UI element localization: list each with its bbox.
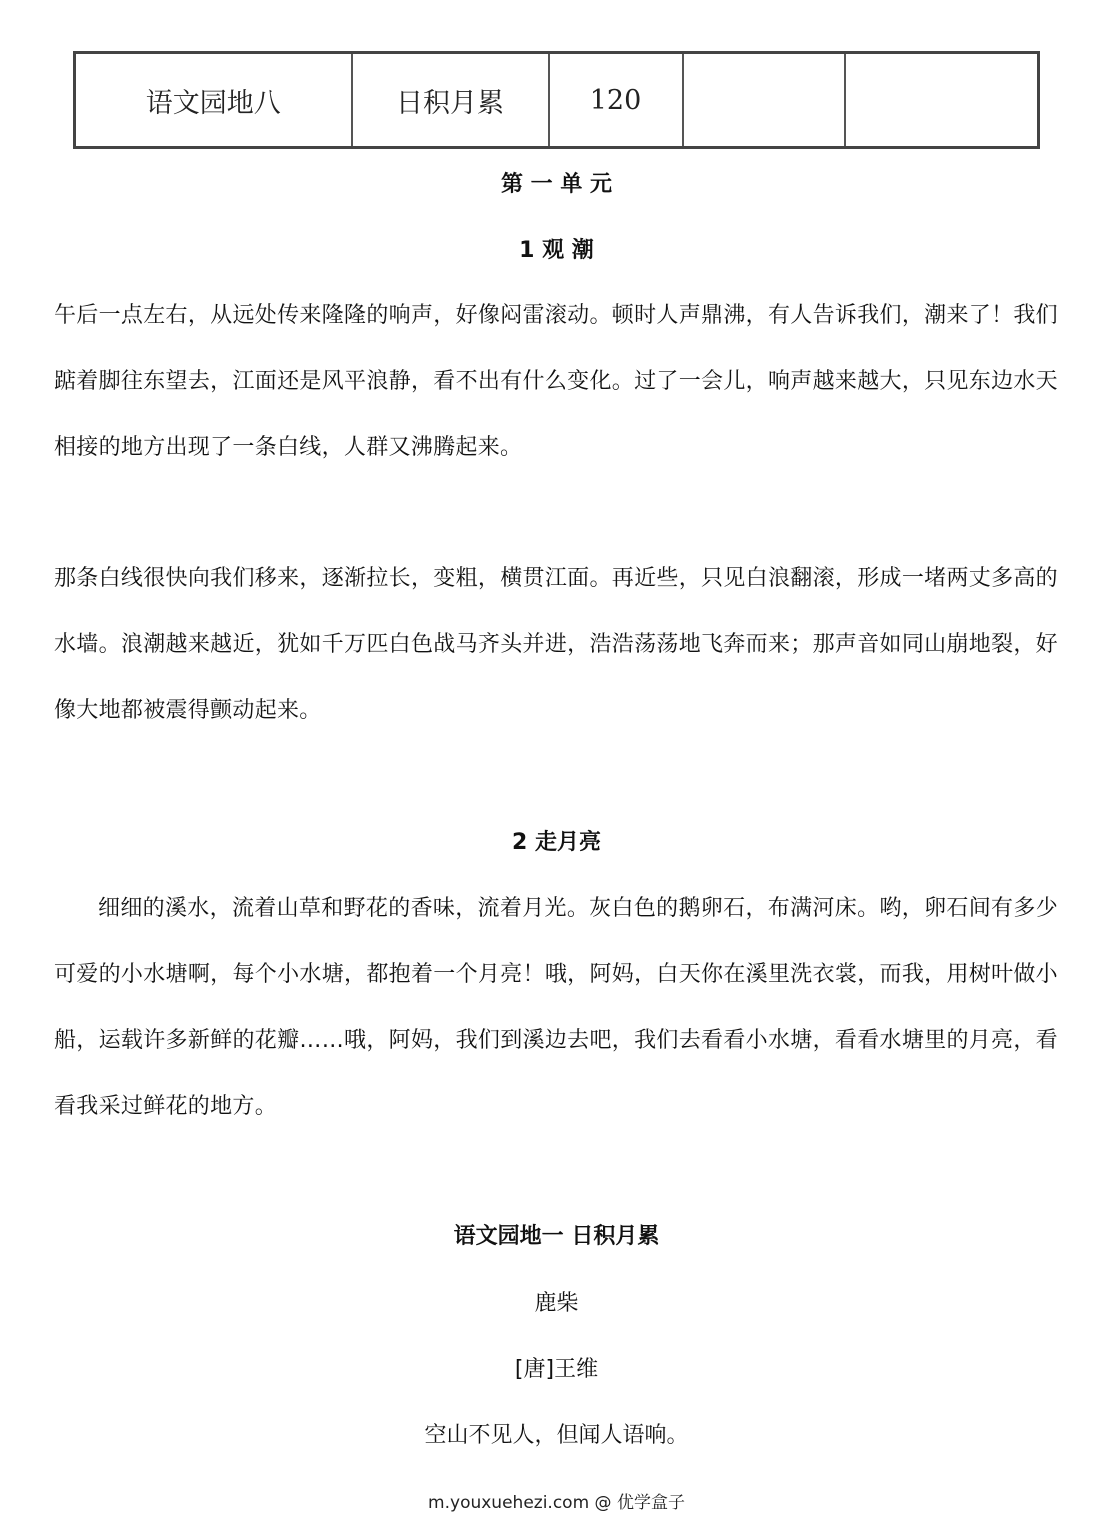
toc-cell-lesson: 语文园地八 [75,53,352,148]
lesson1-title: 1 观 潮 [519,238,594,263]
toc-cell-section: 日积月累 [352,53,549,148]
toc-cell-empty-2 [845,53,1039,148]
poem-author: [唐]王维 [514,1357,599,1382]
toc-row [75,53,1039,148]
toc-cell-page: 120 [549,53,683,148]
lesson2-title: 2 走月亮 [512,830,601,855]
lesson2-paragraph: 细细的溪水，流着山草和野花的香味，流着月光。灰白色的鹅卵石，布满河床。哟，卵石间有多少可爱的小水塘啊，每个小水塘，都抱着一个月亮！哦，阿妈，白天你在溪里洗衣裳，而我，用树叶做小船，运载许多新鲜的花瓣……哦，阿妈，我们到溪边去吧，我们去看看小水塘，看看水塘里的月亮，看看我采过鲜花的地方。 [54,896,1058,1119]
toc-table [73,51,1040,149]
unit-title: 第 一 单 元 [501,172,612,197]
toc-cell-empty-1 [683,53,845,148]
poem-title: 鹿柴 [534,1291,579,1316]
page-footer: m.youxuehezi.com @ 优学盒子 [428,1493,685,1513]
lesson1-paragraph-1: 午后一点左右，从远处传来隆隆的响声，好像闷雷滚动。顿时人声鼎沸，有人告诉我们，潮来了！我们踮着脚往东望去，江面还是风平浪静，看不出有什么变化。过了一会儿，响声越来越大，只见东边水天相接的地方出现了一条白线，人群又沸腾起来。 [54,303,1058,460]
lesson1-paragraph-2: 那条白线很快向我们移来，逐渐拉长，变粗，横贯江面。再近些，只见白浪翻滚，形成一堵两丈多高的水墙。浪潮越来越近，犹如千万匹白色战马齐头并进，浩浩荡荡地飞奔而来；那声音如同山崩地裂，好像大地都被震得颤动起来。 [54,566,1058,723]
garden1-title: 语文园地一 日积月累 [453,1224,660,1249]
poem-line-1: 空山不见人，但闻人语响。 [424,1423,689,1448]
